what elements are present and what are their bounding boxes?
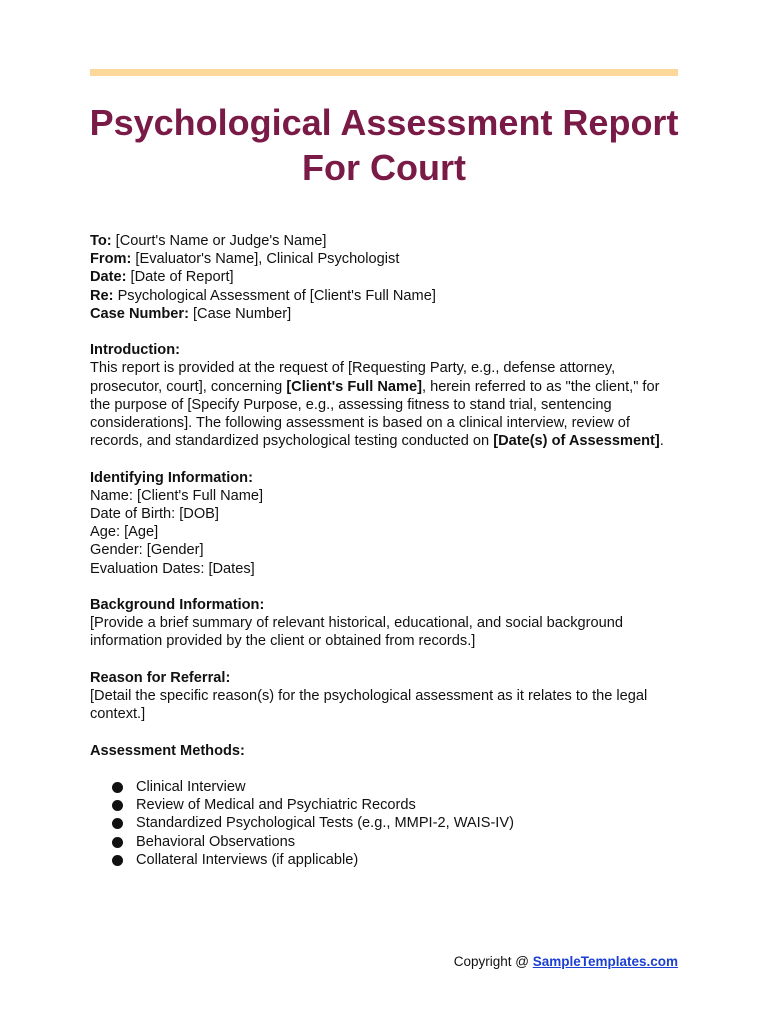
bullet-icon xyxy=(112,818,123,829)
list-item xyxy=(90,814,680,832)
identifying-line: Date of Birth: [DOB] xyxy=(90,506,219,523)
header-date xyxy=(90,268,680,286)
referral-paragraph: [Detail the specific reason(s) for the psychological assessment as it relates to the legal context.] xyxy=(90,688,648,723)
identifying-line: Gender: [Gender] xyxy=(90,542,204,559)
methods-heading: Assessment Methods: xyxy=(90,742,245,759)
to-value: [Court's Name or Judge's Name] xyxy=(111,233,327,249)
to-label: To: xyxy=(90,233,112,249)
list-item xyxy=(90,851,680,869)
case-label: Case Number: xyxy=(90,305,189,322)
background-paragraph: [Provide a brief summary of relevant historical, educational, and social background information provided by the client or obtained from records.] xyxy=(90,615,623,650)
from-label: From: xyxy=(90,251,132,268)
identifying-line: Age: [Age] xyxy=(90,524,159,541)
re-label: Re: xyxy=(90,287,114,304)
list-item-label: Collateral Interviews (if applicable) xyxy=(136,851,359,868)
copyright-text: Copyright @ xyxy=(453,954,533,969)
list-item xyxy=(90,833,680,851)
identifying-line: Name: [Client's Full Name] xyxy=(90,487,264,504)
introduction-heading: Introduction: xyxy=(90,342,180,359)
re-value: Psychological Assessment of [Client's Full Name] xyxy=(113,287,436,304)
footer-copyright xyxy=(454,953,678,970)
identifying-heading: Identifying Information: xyxy=(90,469,253,486)
intro-bold-dates: [Date(s) of Assessment] xyxy=(493,433,660,450)
list-item-label: Behavioral Observations xyxy=(136,833,295,850)
document-body xyxy=(90,232,680,869)
top-accent-rule xyxy=(90,69,678,76)
list-item-label: Clinical Interview xyxy=(136,779,246,795)
list-item-label: Standardized Psychological Tests (e.g., MMPI-2, WAIS-IV) xyxy=(136,815,514,832)
case-value: [Case Number] xyxy=(188,305,292,322)
intro-text-2: , herein referred to as "the client," for the purpose of [Specify Purpose, e.g., assessing fitness to stand trial, sentencing considerations]. The following assessment is based on a clinical interview, review of records, and standardized psychological testing conducted on xyxy=(90,378,660,450)
bullet-icon xyxy=(112,800,123,811)
list-item xyxy=(90,796,680,814)
sampletemplates-link[interactable]: SampleTemplates.com xyxy=(532,954,678,969)
header-case-number xyxy=(90,305,680,323)
bullet-icon xyxy=(112,837,123,848)
list-item xyxy=(90,778,680,796)
header-to xyxy=(90,232,680,250)
intro-text-1: This report is provided at the request of [Requesting Party, e.g., defense attorney, prosecutor, court], concerning xyxy=(90,360,616,395)
from-value: [Evaluator's Name], Clinical Psychologist xyxy=(131,251,400,268)
intro-text-3: . xyxy=(659,433,664,450)
list-item-label: Review of Medical and Psychiatric Records xyxy=(136,797,416,814)
methods-list xyxy=(90,778,680,869)
background-heading: Background Information: xyxy=(90,597,265,614)
header-re xyxy=(90,287,680,305)
introduction-paragraph xyxy=(90,359,680,450)
identifying-line: Evaluation Dates: [Dates] xyxy=(90,560,255,577)
date-label: Date: xyxy=(90,269,127,286)
bullet-icon xyxy=(112,855,123,866)
date-value: [Date of Report] xyxy=(126,269,234,286)
header-from xyxy=(90,250,680,268)
bullet-icon xyxy=(112,782,123,793)
document-title: Psychological Assessment Report For Court xyxy=(89,102,679,188)
referral-heading: Reason for Referral: xyxy=(90,669,231,686)
intro-bold-client: [Client's Full Name] xyxy=(286,378,422,395)
